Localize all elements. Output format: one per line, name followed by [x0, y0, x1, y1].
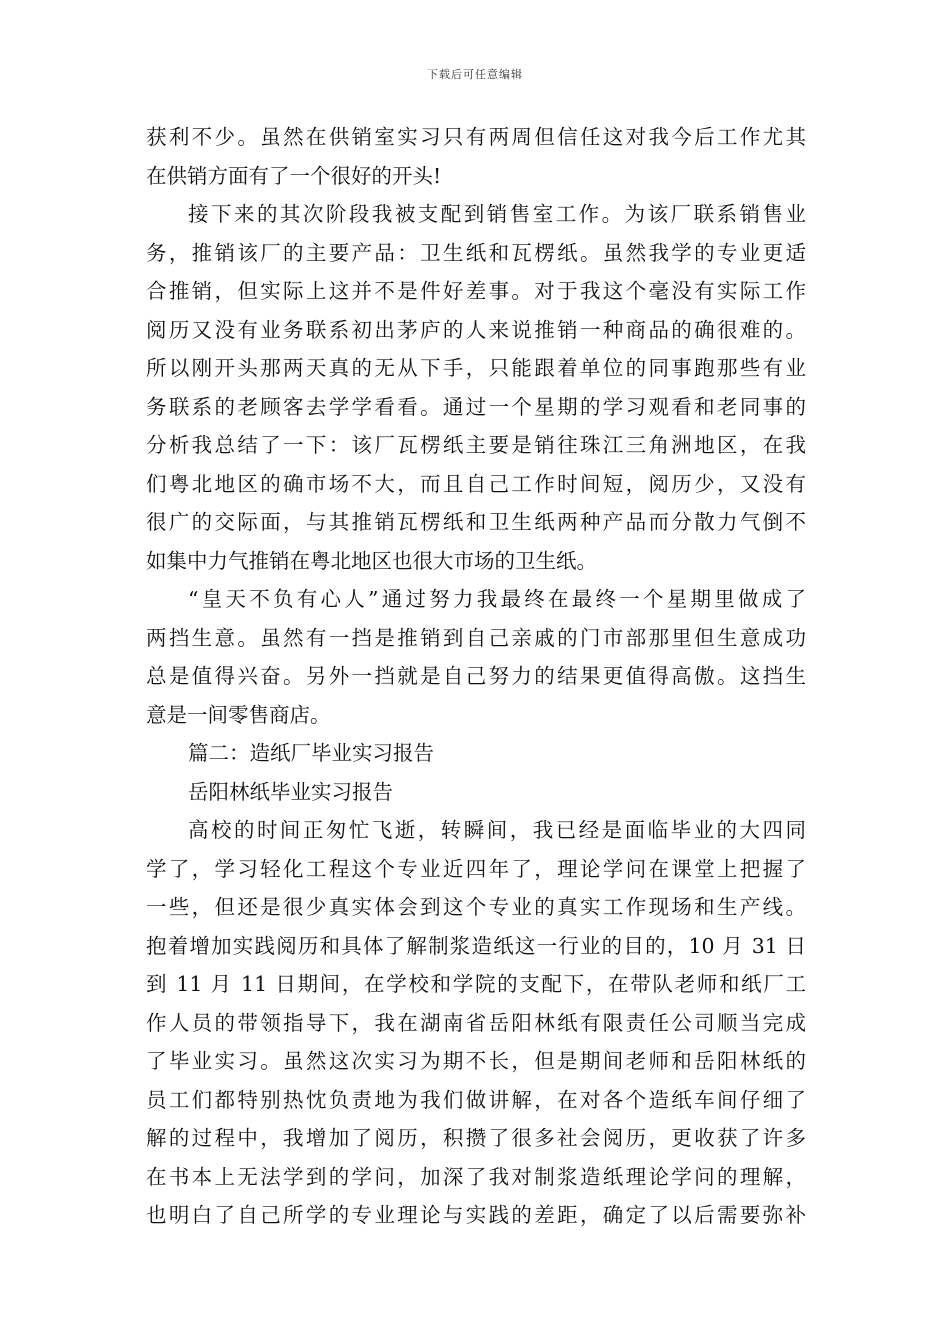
- text-line: 务，推销该厂的主要产品：卫生纸和瓦楞纸。虽然我学的专业更适: [146, 240, 806, 265]
- text-line: 也明白了自己所学的专业理论与实践的差距，确定了以后需要弥补: [146, 1203, 806, 1227]
- text-line: 很广的交际面，与其推销瓦楞纸和卫生纸两种产品而分散力气倒不: [146, 510, 806, 534]
- text-line: 作人员的带领指导下，我在湖南省岳阳林纸有限责任公司顺当完成: [146, 1010, 806, 1035]
- document-body: [146, 118, 806, 1235]
- text-line: 两挡生意。虽然有一挡是推销到自己亲戚的门市部那里但生意成功: [146, 625, 806, 650]
- section-heading: 篇二：造纸厂毕业实习报告: [188, 741, 434, 765]
- text-line: 到 11 月 11 日期间，在学校和学院的支配下，在带队老师和纸厂工: [146, 972, 806, 996]
- paragraph-start-line: “皇天不负有心人”通过努力我最终在最终一个星期里做成了: [188, 587, 806, 611]
- text-line: 解的过程中，我增加了阅历，积攒了很多社会阅历，更收获了许多: [146, 1126, 806, 1150]
- text-line: 获利不少。虽然在供销室实习只有两周但信任这对我今后工作尤其: [146, 125, 806, 149]
- text-line: 一些，但还是很少真实体会到这个专业的真实工作现场和生产线。: [146, 895, 806, 919]
- text-line: 阅历又没有业务联系初出茅庐的人来说推销一种商品的确很难的。: [146, 317, 806, 342]
- text-line: 合推销，但实际上这并不是件好差事。对于我这个毫没有实际工作: [146, 279, 806, 303]
- header-note: 下载后可任意编辑: [427, 68, 523, 81]
- text-line: 在供销方面有了一个很好的开头!: [146, 163, 442, 188]
- text-line: 分析我总结了一下：该厂瓦楞纸主要是销往珠江三角洲地区，在我: [146, 433, 806, 457]
- text-line: 务联系的老顾客去学学看看。通过一个星期的学习观看和老同事的: [146, 394, 806, 419]
- paragraph-start-line: 接下来的其次阶段我被支配到销售室工作。为该厂联系销售业: [188, 202, 806, 226]
- report-title: 岳阳林纸毕业实习报告: [188, 779, 393, 804]
- text-line: 了毕业实习。虽然这次实习为期不长，但是期间老师和岳阳林纸的: [146, 1049, 806, 1073]
- text-line: 如集中力气推销在粤北地区也很大市场的卫生纸。: [146, 548, 597, 573]
- text-line: 意是一间零售商店。: [146, 702, 331, 727]
- text-line: 抱着增加实践阅历和具体了解制浆造纸这一行业的目的，10 月 31 日: [146, 933, 806, 958]
- text-line: 所以刚开头那两天真的无从下手，只能跟着单位的同事跑那些有业: [146, 356, 806, 380]
- text-line: 在书本上无法学到的学问，加深了我对制浆造纸理论学问的理解，: [146, 1164, 806, 1189]
- text-line: 们粤北地区的确市场不大，而且自己工作时间短，阅历少，又没有: [146, 471, 806, 496]
- text-line: 总是值得兴奋。另外一挡就是自己努力的结果更值得高傲。这挡生: [146, 664, 806, 688]
- text-line: 员工们都特别热忱负责地为我们做讲解，在对各个造纸车间仔细了: [146, 1087, 806, 1112]
- text-line: 学了，学习轻化工程这个专业近四年了，理论学问在课堂上把握了: [146, 856, 806, 881]
- paragraph-start-line: 高校的时间正匆忙飞逝，转瞬间，我已经是面临毕业的大四同: [188, 818, 806, 842]
